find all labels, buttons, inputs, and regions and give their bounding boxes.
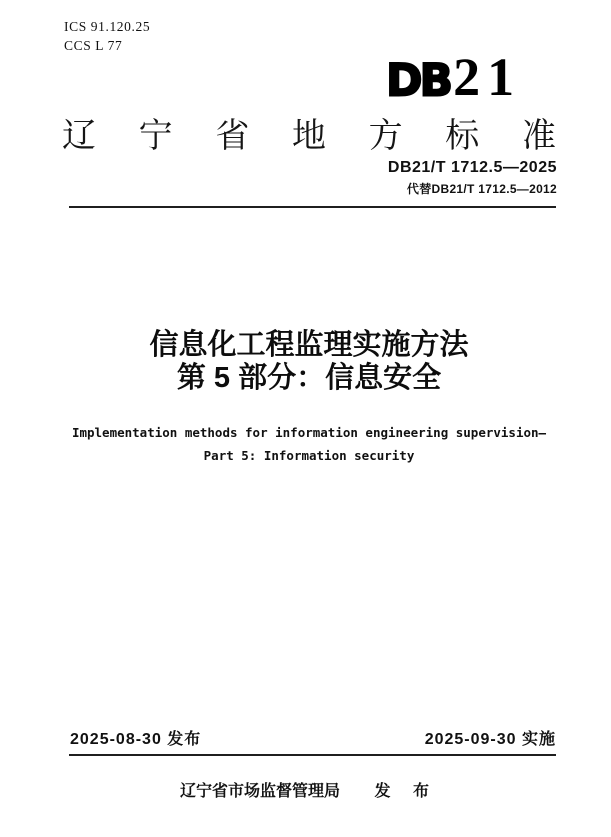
publish-label: 发 布	[374, 783, 438, 800]
standard-type-char: 准	[521, 117, 556, 155]
title-en-line2: Part 5: Information security	[203, 448, 415, 463]
dates-row	[70, 726, 556, 749]
publisher-name: 辽宁省市场监督管理局	[180, 783, 341, 800]
standard-type-char: 宁	[138, 117, 173, 155]
header-rule	[69, 206, 556, 208]
replaces-note: 代替DB21/T 1712.5—2012	[406, 182, 557, 196]
ccs-code: CCS L 77	[64, 38, 123, 53]
publisher-line	[62, 778, 556, 801]
standard-type-char: 省	[215, 117, 250, 155]
document-title-en	[62, 421, 556, 467]
standard-number-block	[388, 159, 557, 197]
classification-codes	[64, 17, 150, 55]
document-title-cn	[62, 329, 556, 395]
issue-date: 2025-08-30 发布	[70, 731, 202, 748]
logo-db-text: DB	[386, 54, 451, 107]
logo-number-text: 21	[453, 47, 522, 107]
ics-code: ICS 91.120.25	[64, 19, 151, 34]
title-cn-line1: 信息化工程监理实施方法	[149, 329, 469, 361]
db21-logo	[386, 47, 522, 107]
footer-rule	[69, 754, 556, 756]
standard-type-char: 标	[445, 117, 480, 155]
standard-type-char: 地	[291, 117, 326, 155]
standard-type-char: 方	[368, 117, 403, 155]
standard-type-char: 辽	[62, 117, 96, 155]
title-cn-line2: 第 5 部分：信息安全	[176, 362, 442, 394]
implement-date: 2025-09-30 实施	[424, 731, 556, 748]
title-en-line1: Implementation methods for information engineering supervision—	[71, 425, 547, 440]
standard-type-title	[62, 108, 556, 157]
standard-number: DB21/T 1712.5—2025	[387, 159, 557, 176]
